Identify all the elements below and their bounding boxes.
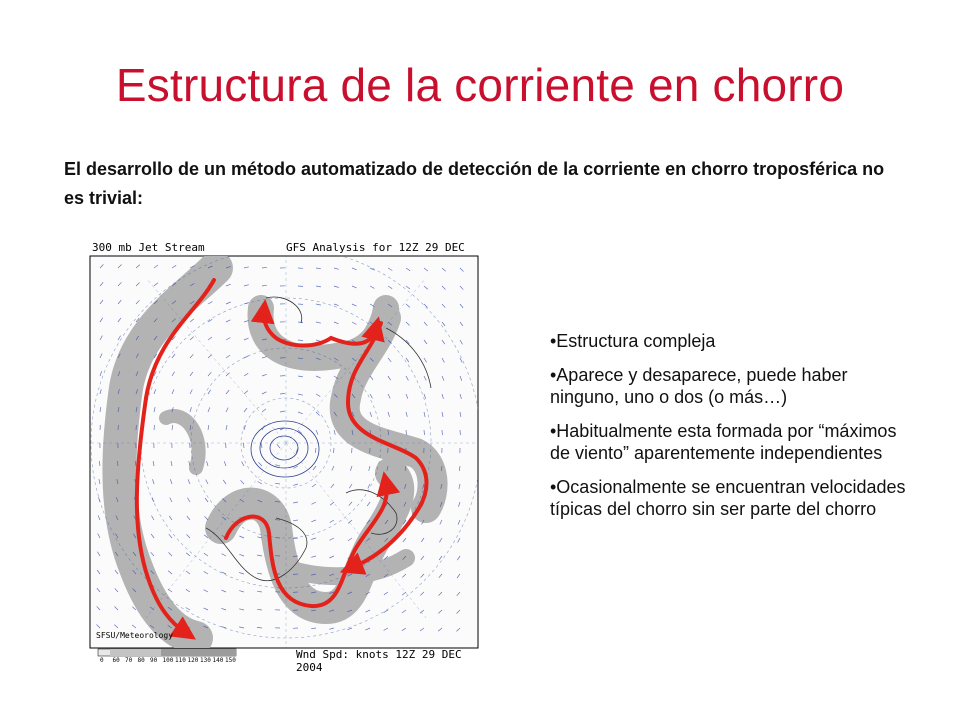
map-header-right: GFS Analysis for 12Z 29 DEC — [286, 241, 465, 254]
scale-value: 120 — [187, 657, 199, 664]
scale-value: 150 — [225, 657, 236, 664]
scale-value: 0 — [100, 657, 104, 664]
bullet-list — [550, 330, 920, 532]
bullet-item: •Habitualmente esta formada por “máximos de viento” aparentemente independientes — [550, 421, 897, 463]
scale-value: 100 — [162, 657, 174, 664]
jet-stream-map-figure — [86, 238, 482, 674]
scale-value: 90 — [150, 657, 158, 664]
scale-value: 140 — [212, 657, 224, 664]
scale-value: 70 — [125, 657, 133, 664]
bullet-item: •Aparece y desaparece, puede haber ninguno, uno o dos (o más…) — [550, 365, 848, 407]
scale-value: 80 — [137, 657, 145, 664]
map-header-left: 300 mb Jet Stream — [92, 241, 205, 254]
scale-value: 60 — [112, 657, 120, 664]
scale-value: 110 — [175, 657, 186, 664]
scale-values — [100, 657, 238, 664]
scale-label: Wnd Spd: knots 12Z 29 DEC 2004 — [296, 648, 462, 674]
bullet-item: •Ocasionalmente se encuentran velocidades típicas del chorro sin ser parte del chorro — [550, 477, 906, 519]
bullet-item: •Estructura compleja — [550, 331, 716, 351]
wind-speed-scale — [86, 238, 482, 664]
scale-value: 130 — [200, 657, 211, 664]
map-credit: SFSU/Meteorology — [96, 631, 174, 640]
intro-text: El desarrollo de un método automatizado de detección de la corriente en chorro troposférica no es trivial: — [64, 159, 885, 208]
slide-title: Estructura de la corriente en chorro — [115, 59, 845, 111]
